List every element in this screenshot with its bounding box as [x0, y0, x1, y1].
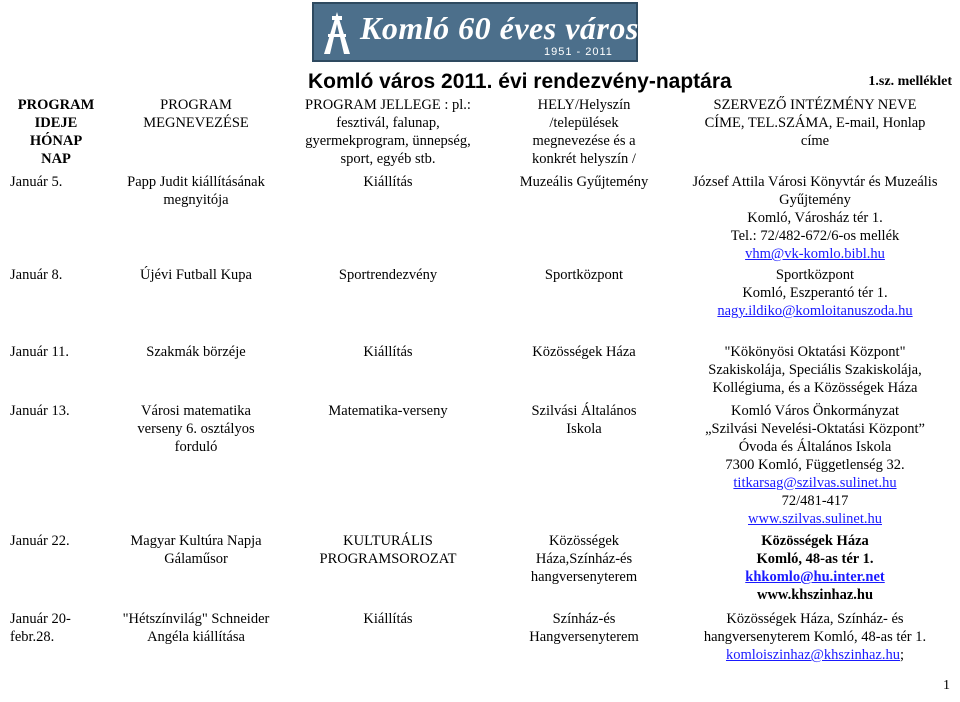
logo-years: 1951 - 2011 — [544, 46, 613, 58]
organizer-email-link[interactable]: nagy.ildiko@komloitanuszoda.hu — [717, 303, 913, 319]
event-place: Közösségek Háza,Színház-és hangversenyterem — [530, 533, 638, 585]
header-organizer: SZERVEZŐ INTÉZMÉNY NEVE CÍME, TEL.SZÁMA, E-mail, Honlap címe — [704, 97, 926, 149]
event-type: Sportrendezvény — [338, 267, 438, 283]
appendix-label: 1.sz. melléklet — [868, 74, 952, 89]
event-place: Muzeális Gyűjtemény — [519, 174, 649, 190]
event-type: KULTURÁLIS PROGRAMSOROZAT — [319, 533, 457, 567]
event-organizer: Közösségek Háza Komló, 48-as tér 1. khkomlo@hu.inter.net www.khszinhaz.hu — [674, 532, 956, 604]
event-type: Kiállítás — [363, 344, 413, 360]
event-date: Január 11. — [10, 344, 70, 360]
event-date: Január 13. — [10, 403, 70, 419]
organizer-email-link[interactable]: khkomlo@hu.inter.net — [745, 569, 885, 585]
event-type: Kiállítás — [363, 174, 413, 190]
organizer-email-link[interactable]: vhm@vk-komlo.bibl.hu — [745, 246, 885, 262]
event-place: Szilvási Általános Iskola — [531, 403, 637, 437]
header-place: HELY/Helyszín /települések megnevezése és a konkrét helyszín / — [532, 97, 636, 167]
event-organizer: Komló Város Önkormányzat „Szilvási Nevelési-Oktatási Központ” Óvoda és Általános Iskola 7300 Komló, Függetlenség 32. titkarsag@szilvas.sulinet.hu 72/481-417 www.szilvas.sulinet.hu — [705, 403, 925, 527]
event-name: Magyar Kultúra Napja Gálaműsor — [130, 533, 262, 567]
event-organizer: "Kökönyösi Oktatási Központ" Szakiskolája, Speciális Szakiskolája, Kollégiuma, és a Közösségek Háza — [708, 344, 922, 396]
event-name: Újévi Futball Kupa — [140, 267, 252, 283]
event-name: "Hétszínvilág" Schneider Angéla kiállítása — [122, 611, 270, 645]
event-name: Papp Judit kiállításának megnyitója — [127, 174, 265, 208]
header-date: PROGRAM IDEJE HÓNAP NAP — [17, 97, 95, 167]
header-name: PROGRAM MEGNEVEZÉSE — [143, 97, 249, 131]
event-type: Kiállítás — [363, 611, 413, 627]
event-name: Szakmák börzéje — [146, 344, 246, 360]
event-date: Január 20- febr.28. — [10, 611, 71, 645]
organizer-email-link[interactable]: komloiszinhaz@khszinhaz.hu — [725, 647, 900, 663]
event-name: Városi matematika verseny 6. osztályos forduló — [137, 403, 255, 455]
city-anniversary-logo — [312, 2, 638, 62]
event-type: Matematika-verseny — [328, 403, 448, 419]
event-organizer: Közösségek Háza, Színház- és hangversenyterem Komló, 48-as tér 1. komloiszinhaz@khszinhaz.hu; — [703, 611, 927, 663]
page-number: 1 — [943, 678, 950, 693]
mine-tower-icon — [320, 10, 354, 56]
event-organizer: Sportközpont Komló, Eszperantó tér 1. nagy.ildiko@komloitanuszoda.hu — [717, 267, 913, 319]
event-place: Sportközpont — [544, 267, 624, 283]
organizer-email-link[interactable]: titkarsag@szilvas.sulinet.hu — [733, 475, 897, 491]
header-type: PROGRAM JELLEGE : pl.: fesztivál, falunap, gyermekprogram, ünnepség, sport, egyéb stb. — [305, 97, 471, 167]
organizer-website-link[interactable]: www.szilvas.sulinet.hu — [748, 511, 882, 527]
event-place: Közösségek Háza — [532, 344, 636, 360]
event-date: Január 22. — [10, 533, 70, 549]
event-place: Színház-és Hangversenyterem — [529, 611, 639, 645]
logo-title: Komló 60 éves város — [360, 10, 639, 46]
event-date: Január 8. — [10, 267, 63, 283]
event-organizer: József Attila Városi Könyvtár és Muzeális Gyűjtemény Komló, Városház tér 1. Tel.: 72/482-672/6-os mellék vhm@vk-komlo.bibl.hu — [692, 174, 938, 262]
page-title: Komló város 2011. évi rendezvény-naptára — [308, 70, 732, 93]
event-date: Január 5. — [10, 174, 63, 190]
organizer-website: www.khszinhaz.hu — [756, 587, 874, 603]
